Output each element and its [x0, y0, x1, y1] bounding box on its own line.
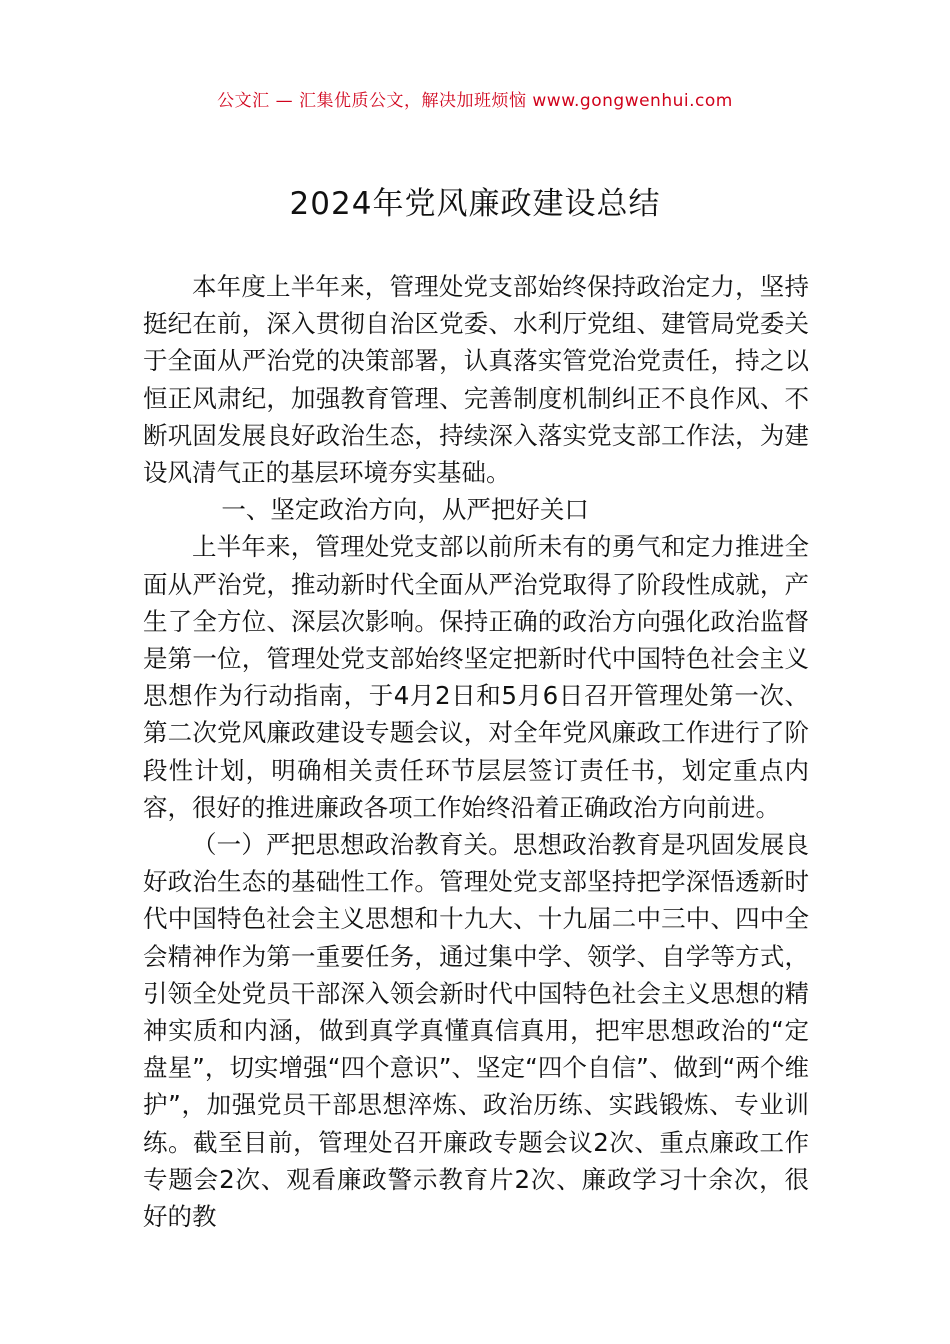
document-title: 2024年党风廉政建设总结	[289, 186, 661, 222]
watermark-banner: 公文汇 — 汇集优质公文，解决加班烦恼 www.gongwenhui.com	[217, 91, 733, 111]
paragraph-intro: 本年度上半年来，管理处党支部始终保持政治定力，坚持挺纪在前，深入贯彻自治区党委、水利厅党组、建管局党委关于全面从严治党的决策部署，认真落实管党治党责任，持之以恒正风肃纪，加强教育管理、完善制度机制纠正不良作风、不断巩固发展良好政治生态，持续深入落实党支部工作法，为建设风清气正的基层环境夯实基础。	[143, 272, 809, 488]
paragraph-subsection-1: （一）严把思想政治教育关。思想政治教育是巩固发展良好政治生态的基础性工作。管理处党支部坚持把学深悟透新时代中国特色社会主义思想和十九大、十九届二中三中、四中全会精神作为第一重要任务，通过集中学、领学、自学等方式，引领全处党员干部深入领会新时代中国特色社会主义思想的精神实质和内涵，做到真学真懂真信真用，把牢思想政治的“定盘星”，切实增强“四个意识”、坚定“四个自信”、做到“两个维护”，加强党员干部思想淬炼、政治历练、实践锻炼、专业训练。截至目前，管理处召开廉政专题会议2次、重点廉政工作专题会2次、观看廉政警示教育片2次、廉政学习十余次，很好的教	[143, 830, 809, 1232]
document-body	[143, 268, 809, 1235]
section-heading-1: 一、坚定政治方向，从严把好关口	[221, 495, 589, 525]
paragraph-section-1: 上半年来，管理处党支部以前所未有的勇气和定力推进全面从严治党，推动新时代全面从严治党取得了阶段性成就，产生了全方位、深层次影响。保持正确的政治方向强化政治监督是第一位，管理处党支部始终坚定把新时代中国特色社会主义思想作为行动指南，于4月2日和5月6日召开管理处第一次、第二次党风廉政建设专题会议，对全年党风廉政工作进行了阶段性计划，明确相关责任环节层层签订责任书，划定重点内容，很好的推进廉政各项工作始终沿着正确政治方向前进。	[143, 532, 809, 822]
